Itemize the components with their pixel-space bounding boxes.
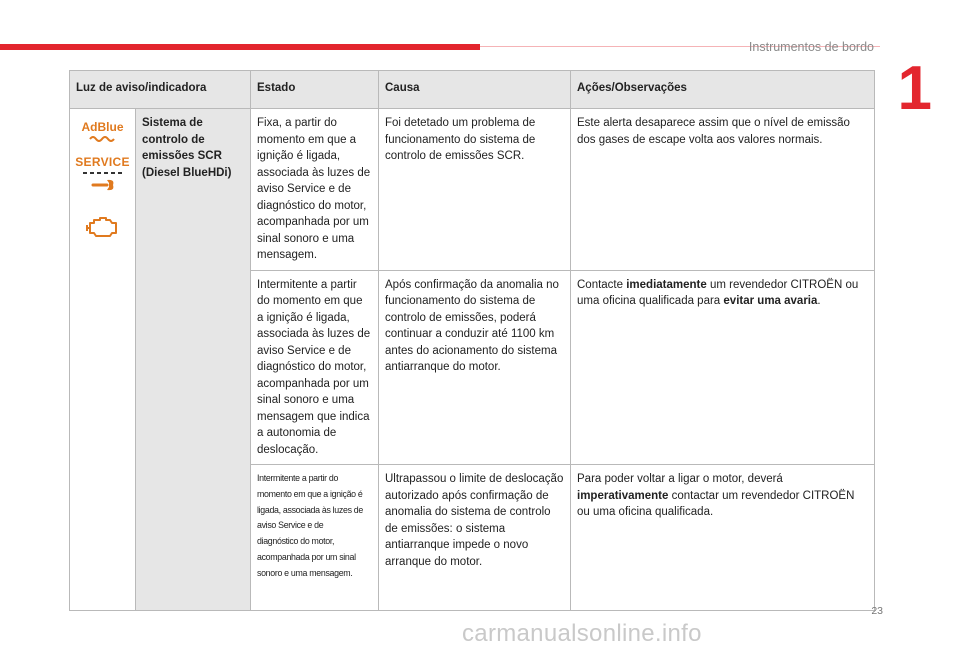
page-number: 23: [871, 605, 883, 617]
actions-cell: Este alerta desaparece assim que o nível de emissão dos gases de escape volta aos valores normais.: [571, 109, 875, 271]
section-title: Instrumentos de bordo: [748, 40, 874, 54]
actions-cell: [571, 270, 875, 465]
state-cell: Fixa, a partir do momento em que a ignição é ligada, associada às luzes de aviso Service e de diagnóstico do motor, acompanhada por um sinal sonoro e uma mensagem.: [251, 109, 379, 271]
adblue-warning-icon: [82, 121, 124, 142]
actions-text: um revendedor CITROËN ou uma oficina qualificada para: [577, 278, 859, 307]
actions-emphasis: imediatamente: [626, 278, 707, 291]
actions-text: .: [817, 295, 821, 307]
column-header-state: Estado: [251, 71, 379, 109]
adblue-icon-label: AdBlue: [81, 120, 124, 134]
chapter-number: 1: [897, 54, 932, 123]
table-row: [70, 109, 875, 271]
warning-lights-table: [69, 70, 875, 611]
table-header-row: [70, 71, 875, 109]
cause-cell: Ultrapassou o limite de deslocação autorizado após confirmação de anomalia do sistema de controlo de emissões: o sistema antiarranque impede o novo arranque do motor.: [379, 465, 571, 611]
header-accent-bar: [0, 44, 480, 50]
state-cell: [251, 465, 379, 611]
state-condensed-text: Intermitente a partir do momento em que a ignição é ligada, associada às luzes de aviso Service e de diagnóstico do motor, acompanhada por um sinal sonoro e uma mensagem.: [257, 473, 363, 579]
service-icon-label: SERVICE: [75, 155, 130, 169]
column-header-actions: Ações/Observações: [571, 71, 875, 109]
actions-text: Para poder voltar a ligar o motor, deverá: [577, 473, 783, 485]
cause-cell: Após confirmação da anomalia no funcionamento do sistema de controlo de emissões, poderá continuar a conduzir até 1100 km antes do acionamento do sistema antiarranque do motor.: [379, 270, 571, 465]
column-header-cause: Causa: [379, 71, 571, 109]
actions-text: Contacte: [577, 278, 627, 291]
icon-cell: [70, 109, 136, 611]
actions-cell: [571, 465, 875, 611]
actions-text: contactar um revendedor CITROËN ou uma oficina qualificada.: [577, 489, 855, 518]
service-wrench-icon: [75, 156, 130, 195]
engine-check-icon: [86, 215, 120, 245]
column-header-light: Luz de aviso/indicadora: [70, 71, 251, 109]
state-cell: Intermitente a partir do momento em que a ignição é ligada, associada às luzes de aviso Service e de diagnóstico do motor, acompanhada por um sinal sonoro e uma mensagem que indica a autonomia de deslocação.: [251, 270, 379, 465]
system-label-cell: Sistema de controlo de emissões SCR (Diesel BlueHDi): [136, 109, 251, 611]
cause-cell: Foi detetado um problema de funcionamento do sistema de controlo de emissões SCR.: [379, 109, 571, 271]
watermark: carmanualsonline.info: [462, 620, 702, 647]
actions-emphasis: evitar uma avaria: [723, 295, 818, 307]
actions-emphasis: imperativamente: [577, 489, 669, 502]
